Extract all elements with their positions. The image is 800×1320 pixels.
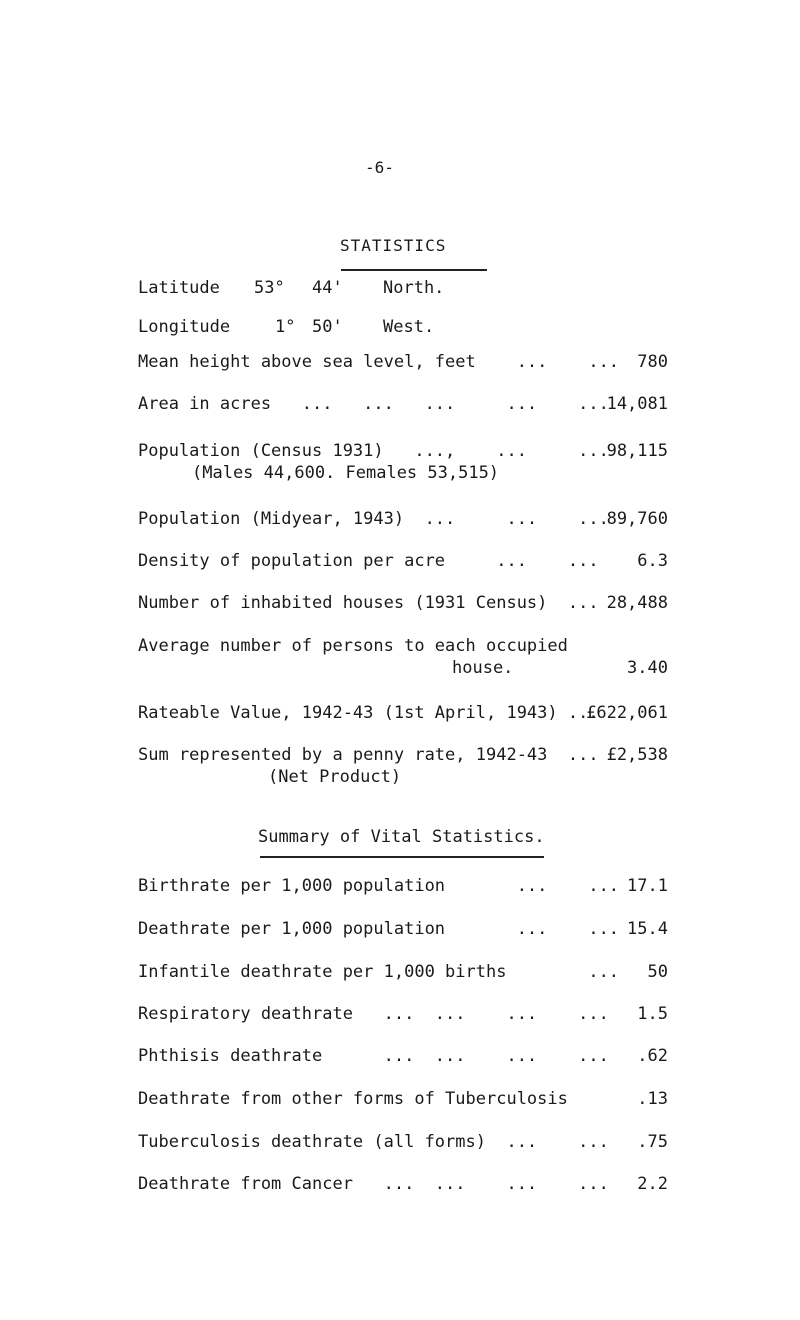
latitude-degrees: 53° — [254, 278, 285, 298]
summary-underline — [260, 856, 544, 858]
stat-label: Population (Midyear, 1943) ... ... ... — [138, 509, 609, 529]
vital-label: Infantile deathrate per 1,000 births ... — [138, 962, 620, 982]
stat-label: Average number of persons to each occupied — [138, 636, 568, 656]
vital-label: Birthrate per 1,000 population ... ... — [138, 876, 620, 896]
vital-label: Deathrate from other forms of Tuberculosis — [138, 1089, 568, 1109]
stat-value: 780 — [637, 352, 668, 372]
vital-value: .75 — [637, 1132, 668, 1152]
vital-label: Deathrate per 1,000 population ... ... — [138, 919, 620, 939]
stat-label: Density of population per acre ... ... — [138, 551, 599, 571]
stat-value: 6.3 — [637, 551, 668, 571]
stat-label: Rateable Value, 1942-43 (1st April, 1943) ... — [138, 703, 599, 723]
stat-value: 14,081 — [606, 394, 668, 414]
latitude-label: Latitude — [138, 278, 220, 298]
page-number: -6- — [365, 158, 394, 177]
latitude-minutes: 44' — [312, 278, 343, 298]
stat-value: 89,760 — [606, 509, 668, 529]
stat-value: £2,538 — [606, 745, 668, 765]
longitude-degrees: 1° — [275, 317, 296, 337]
vital-value: 15.4 — [627, 919, 668, 939]
vital-value: 1.5 — [637, 1004, 668, 1024]
vital-value: 2.2 — [637, 1174, 668, 1194]
longitude-minutes: 50' — [312, 317, 343, 337]
latitude-direction: North. — [383, 278, 445, 298]
stat-value: 98,115 — [606, 441, 668, 461]
stat-value: £622,061 — [586, 703, 668, 723]
page-title: STATISTICS — [340, 236, 447, 255]
stat-label: Sum represented by a penny rate, 1942-43 ... — [138, 745, 599, 765]
vital-value: .62 — [637, 1046, 668, 1066]
longitude-direction: West. — [383, 317, 435, 337]
stat-value: 3.40 — [627, 658, 668, 678]
vital-value: .13 — [637, 1089, 668, 1109]
summary-heading: Summary of Vital Statistics. — [258, 827, 545, 847]
stat-value: 28,488 — [606, 593, 668, 613]
longitude-label: Longitude — [138, 317, 231, 337]
vital-label: Phthisis deathrate ... ... ... ... — [138, 1046, 609, 1066]
vital-value: 17.1 — [627, 876, 668, 896]
stat-label: Number of inhabited houses (1931 Census) ... — [138, 593, 599, 613]
vital-label: Tuberculosis deathrate (all forms) ... ... — [138, 1132, 609, 1152]
stat-label: Area in acres ... ... ... ... ... — [138, 394, 609, 414]
vital-label: Respiratory deathrate ... ... ... ... — [138, 1004, 609, 1024]
population-note: (Males 44,600. Females 53,515) — [192, 463, 500, 483]
vital-label: Deathrate from Cancer ... ... ... ... — [138, 1174, 609, 1194]
net-product-note: (Net Product) — [268, 767, 402, 787]
title-underline — [341, 269, 487, 271]
vital-value: 50 — [647, 962, 668, 982]
house-continuation: house. — [452, 658, 514, 678]
stat-label: Mean height above sea level, feet ... ... — [138, 352, 620, 372]
stat-label: Population (Census 1931) ..., ... ... — [138, 441, 609, 461]
